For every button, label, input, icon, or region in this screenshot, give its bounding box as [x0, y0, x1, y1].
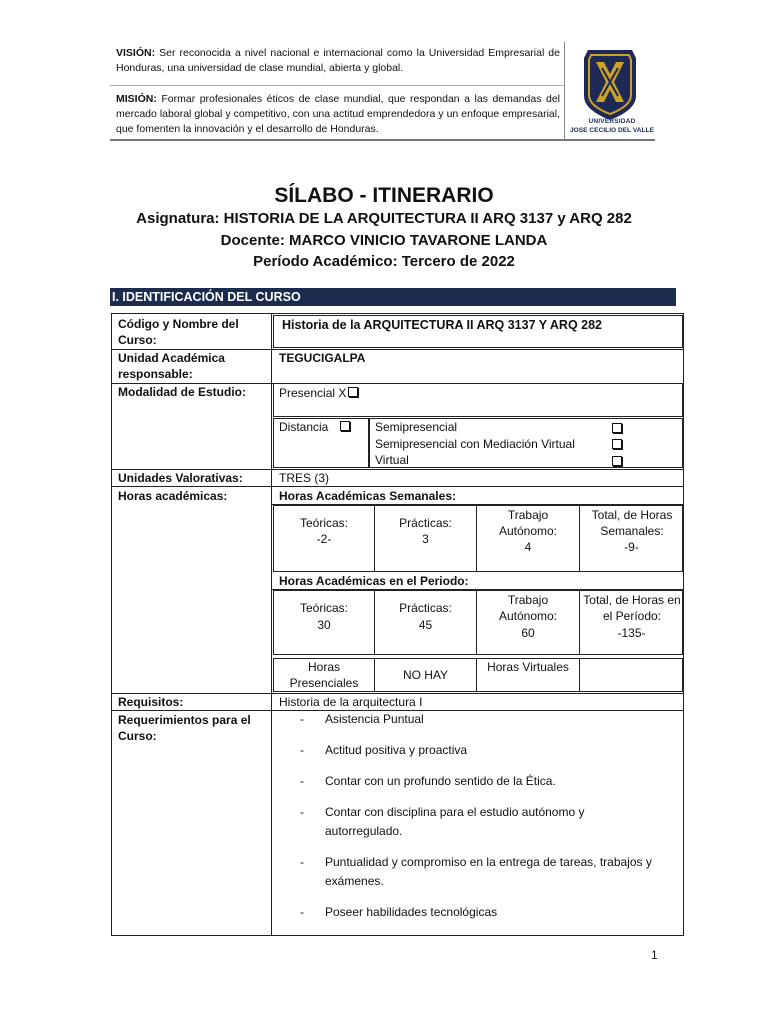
checkbox-icon[interactable]: [612, 439, 622, 449]
periodo-line: Período Académico: Tercero de 2022: [253, 253, 515, 270]
list-item: Poseer habilidades tecnológicas: [325, 905, 498, 919]
checkbox-icon[interactable]: [340, 421, 350, 431]
grid-divider: [476, 590, 477, 655]
per-trabajo-label: Trabajo Autónomo:: [498, 593, 558, 623]
list-item: Puntualidad y compromiso en la entrega de tareas, trabajos y exámenes.: [325, 855, 652, 888]
codigo-label: Código y Nombre del Curso:: [118, 317, 239, 347]
semipresencial-label: Semipresencial: [375, 420, 458, 434]
list-item: Actitud positiva y proactiva: [325, 743, 468, 757]
per-trabajo-value: 60: [521, 626, 535, 640]
uv-value: TRES (3): [279, 471, 330, 485]
sem-total-value: -9-: [624, 540, 639, 554]
presenciales-label: Horas Presenciales: [289, 660, 359, 690]
per-practicas-value: 45: [418, 618, 433, 632]
list-bullet: -: [300, 712, 304, 726]
mision-statement: [116, 92, 560, 137]
codigo-value: Historia de la ARQUITECTURA II ARQ 3137 Y ARQ 282: [282, 318, 602, 332]
vision-statement: [116, 46, 560, 76]
distancia-option: [279, 419, 350, 435]
list-bullet: -: [300, 905, 304, 919]
mision-label: MISIÓN:: [116, 93, 157, 105]
requisitos-label: Requisitos:: [118, 695, 184, 709]
sem-trabajo-value: 4: [524, 540, 532, 554]
semi-virtual-label: Semipresencial con Mediación Virtual: [375, 437, 575, 451]
sem-teoricas-label: Teóricas:: [299, 516, 349, 530]
row-divider: [111, 486, 684, 487]
asignatura-line: Asignatura: HISTORIA DE LA ARQUITECTURA II ARQ 3137 y ARQ 282: [136, 210, 632, 227]
per-teoricas-value: 30: [317, 618, 331, 632]
logo-text-1: UNIVERSIDAD: [588, 118, 636, 125]
header-divider: [564, 42, 565, 139]
list-item: Asistencia Puntual: [325, 712, 424, 726]
per-teoricas-label: Teóricas:: [299, 601, 349, 615]
virtuales-label: Horas Virtuales: [487, 660, 569, 674]
list-bullet: -: [300, 805, 304, 819]
modalidad-label: Modalidad de Estudio:: [118, 385, 246, 399]
sem-total-label: Total, de Horas Semanales:: [591, 508, 673, 538]
docente-line: Docente: MARCO VINICIO TAVARONE LANDA: [220, 232, 548, 249]
checkbox-icon[interactable]: [612, 456, 622, 466]
table-column-divider: [271, 313, 272, 936]
list-item: Contar con disciplina para el estudio autónomo y autorregulado.: [325, 805, 585, 838]
per-total-value: -135-: [617, 626, 646, 640]
sem-practicas-value: 3: [422, 532, 429, 546]
vision-text: Ser reconocida a nivel nacional e internacional como la Universidad Empresarial de Honduras, una universidad de clase mundial, abierta y global.: [116, 47, 560, 74]
page-number: 1: [651, 948, 658, 962]
section-heading: I. IDENTIFICACIÓN DEL CURSO: [110, 288, 676, 306]
per-total-label: Total, de Horas en el Período:: [583, 593, 681, 623]
document-title: SÍLABO - ITINERARIO: [274, 184, 494, 207]
presencial-label: Presencial X: [279, 386, 347, 400]
list-item: Contar con un profundo sentido de la Ética.: [325, 774, 556, 788]
unidad-value: TEGUCIGALPA: [279, 351, 366, 365]
req-curso-label: Requerimientos para el Curso:: [118, 713, 251, 743]
list-bullet: -: [300, 774, 304, 788]
vision-label: VISIÓN:: [116, 47, 156, 59]
presenciales-value: NO HAY: [402, 668, 449, 682]
checkbox-icon[interactable]: [612, 423, 622, 433]
uv-label: Unidades Valorativas:: [118, 471, 243, 485]
sem-practicas-label: Prácticas:: [399, 516, 452, 530]
grid-divider: [579, 590, 580, 655]
unidad-label: Unidad Académica responsable:: [118, 351, 225, 381]
per-practicas-label: Prácticas:: [399, 601, 452, 615]
distancia-label: Distancia: [279, 420, 329, 434]
grid-divider: [579, 658, 580, 692]
mision-text: Formar profesionales éticos de clase mundial, que respondan a las demandas del mercado laboral global y competitivo, con una actitud emprendedora y un enfoque empresarial, que fomenten la innovación y el desarrollo de Honduras.: [116, 93, 560, 135]
list-bullet: -: [300, 855, 304, 869]
requisitos-value: Historia de la arquitectura I: [279, 695, 423, 709]
presencial-option: [279, 385, 358, 401]
checkbox-icon[interactable]: [348, 387, 358, 397]
sem-teoricas-value: -2-: [316, 532, 332, 546]
header-separator: [110, 85, 564, 86]
logo-text-2: JOSE CECILIO DEL VALLE: [569, 127, 655, 134]
periodo-title: Horas Académicas en el Periodo:: [279, 574, 469, 588]
virtual-label: Virtual: [375, 453, 409, 467]
semanales-title: Horas Académicas Semanales:: [279, 489, 456, 503]
sem-trabajo-label: Trabajo Autónomo:: [498, 508, 558, 538]
list-bullet: -: [300, 743, 304, 757]
horas-label: Horas académicas:: [118, 489, 228, 503]
